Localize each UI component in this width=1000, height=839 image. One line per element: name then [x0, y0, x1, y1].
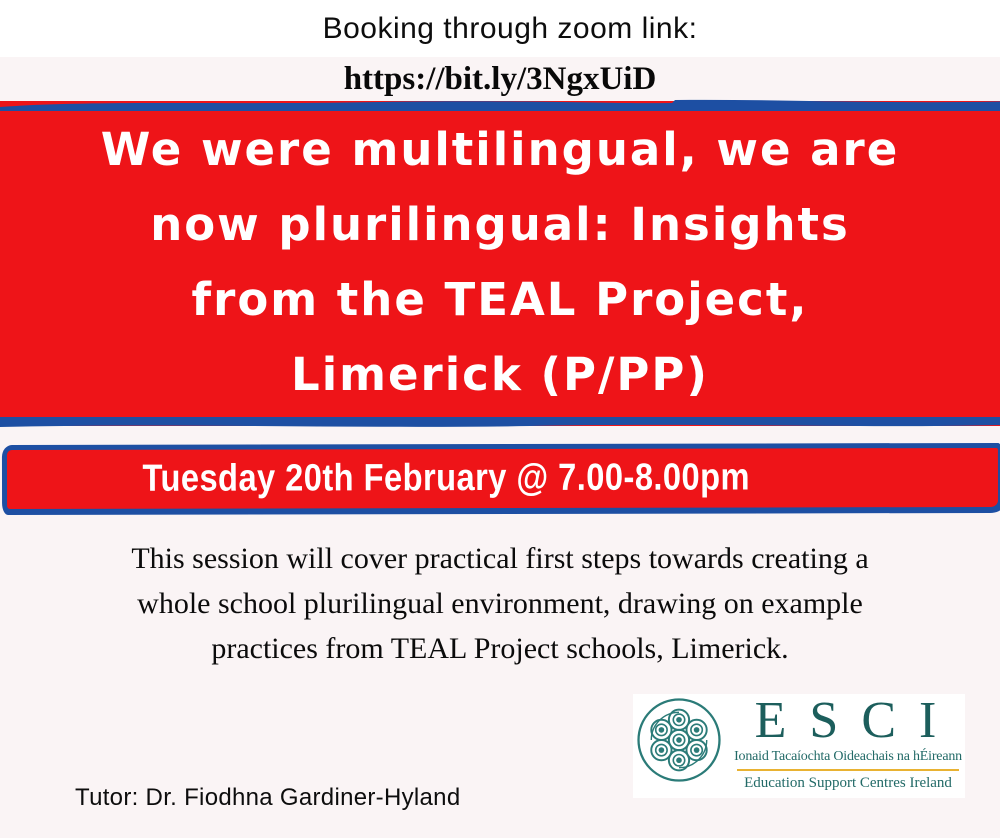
date-banner — [2, 443, 1000, 515]
title-banner — [0, 101, 1000, 426]
title-line: Limerick (P/PP) — [291, 348, 709, 401]
esci-logo-text — [734, 692, 962, 792]
event-date-time: Tuesday 20th February @ 7.00-8.00pm — [142, 456, 751, 500]
description-line: This session will cover practical first steps towards creating a — [131, 542, 869, 575]
description-line: whole school plurilingual environment, drawing on example — [137, 587, 863, 620]
esci-name-irish: Ionaid Tacaíochta Oideachais na hÉireann — [734, 749, 962, 764]
booking-label: Booking through zoom link: — [322, 11, 698, 45]
booking-link[interactable]: https://bit.ly/3NgxUiD — [343, 60, 657, 97]
flyer-footer — [0, 671, 1000, 839]
gold-divider-line — [737, 769, 959, 771]
esci-name-english: Education Support Centres Ireland — [744, 775, 952, 791]
date-banner-fill — [7, 448, 998, 509]
flyer-body — [0, 57, 1000, 838]
tutor-credit: Tutor: Dr. Fiodhna Gardiner-Hyland — [75, 784, 461, 811]
session-description — [0, 536, 1000, 671]
banner-top-marker-stroke — [0, 97, 1000, 111]
title-line: We were multilingual, we are — [100, 123, 900, 176]
title-line: from the TEAL Project, — [191, 273, 809, 326]
title-line: now plurilingual: Insights — [150, 198, 850, 251]
esci-acronym: E S C I — [754, 692, 942, 749]
banner-bottom-marker-stroke — [0, 417, 1000, 431]
esci-logo — [633, 694, 965, 798]
celtic-spiral-circle-icon — [635, 696, 723, 784]
booking-header — [0, 0, 1000, 57]
booking-link-row — [0, 57, 1000, 101]
description-line: practices from TEAL Project schools, Limerick. — [211, 632, 789, 665]
